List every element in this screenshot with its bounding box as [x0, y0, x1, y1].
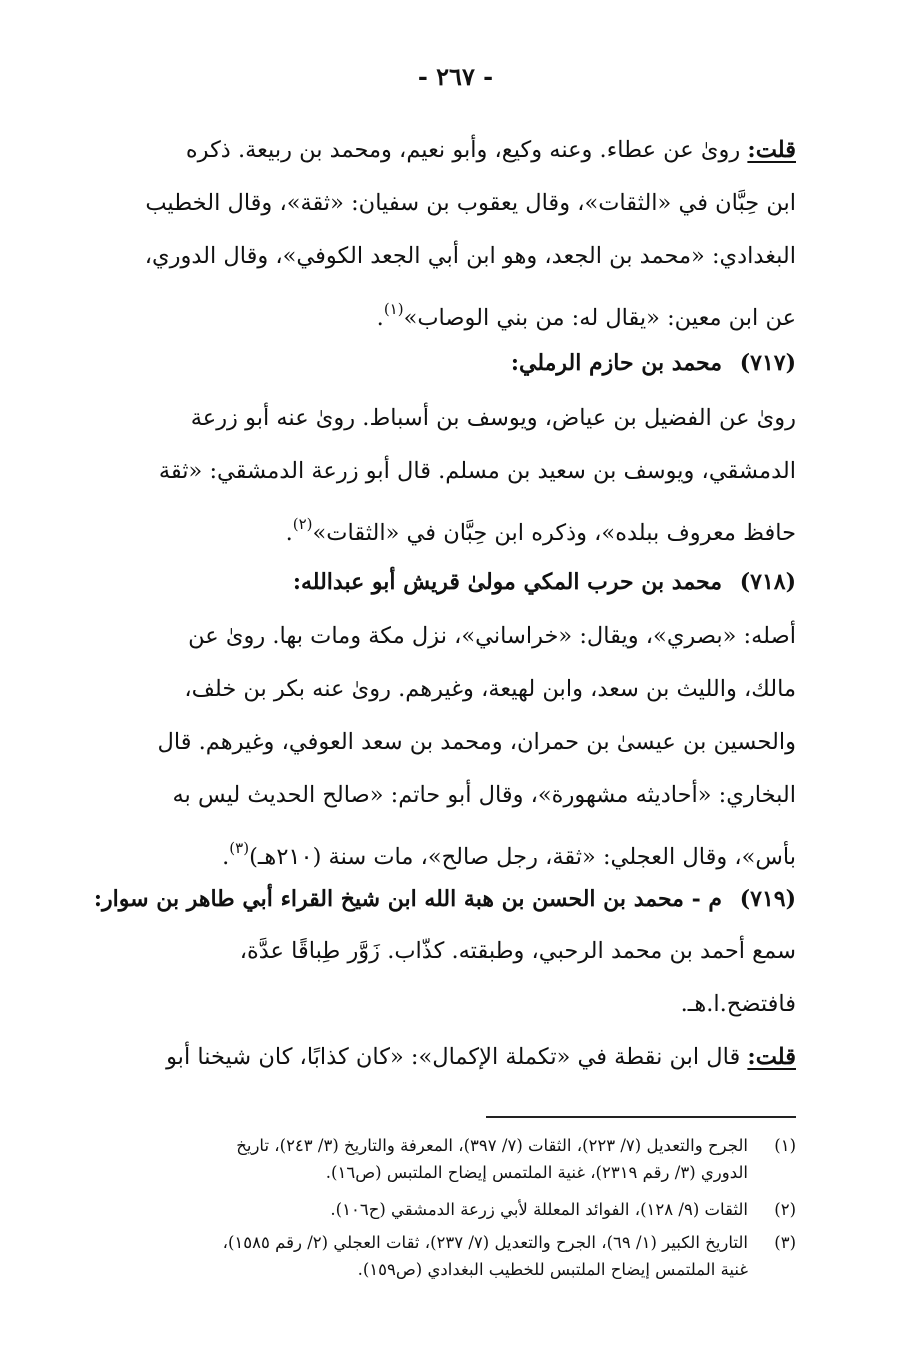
footnote-line: [96, 1196, 796, 1223]
text-line: الدمشقي، ويوسف بن سعيد بن مسلم. قال أبو زرعة الدمشقي: «ثقة: [158, 458, 796, 484]
line-text: حافظ معروف ببلده»، وذكره ابن حِبَّان في «الثقات»: [312, 520, 796, 546]
entry-body-717: [96, 392, 796, 560]
entry-title: م - محمد بن الحسن بن هبة الله ابن شيخ القراء أبي طاهر بن سوار:: [93, 886, 723, 912]
text-line: أصله: «بصري»، ويقال: «خراساني»، نزل مكة ومات بها. روىٰ عن: [188, 623, 796, 649]
line-text: عن ابن معين: «يقال له: من بني الوصاب»: [403, 305, 796, 331]
footnote-ref: (٢): [292, 515, 313, 533]
footnote-2: [96, 1196, 796, 1223]
footnote-line: [96, 1132, 796, 1159]
text-line: فافتضح.ا.هـ.: [680, 991, 796, 1017]
footnote-ref: (١): [383, 300, 404, 318]
text-line: البخاري: «أحاديثه مشهورة»، وقال أبو حاتم: «صالح الحديث ليس به: [172, 782, 796, 808]
footnote-line: [96, 1229, 796, 1256]
entry-title: محمد بن حرب المكي مولىٰ قريش أبو عبدالله:: [292, 569, 723, 595]
footnote-number: (٣): [774, 1233, 796, 1252]
entry-heading-718: [96, 567, 796, 597]
entry-number: (٧١٩): [739, 886, 796, 912]
text-line: حافظ معروف ببلده»، وذكره ابن حِبَّان في «الثقات»$^{(٢)}$.: [285, 515, 796, 546]
qult-marker: قلت:: [747, 1044, 796, 1070]
entry-heading-717: [96, 348, 796, 378]
line-text: روىٰ عن عطاء. وعنه وكيع، وأبو نعيم، ومحمد بن ربيعة. ذكره: [185, 137, 741, 163]
line-text: قال ابن نقطة في «تكملة الإكمال»: «كان كذابًا، كان شيخنا أبو: [166, 1044, 741, 1070]
text-line: مالك، والليث بن سعد، وابن لهيعة، وغيرهم. روىٰ عنه بكر بن خلف،: [184, 676, 796, 702]
text-line: البغدادي: «محمد بن الجعد، وهو ابن أبي الجعد الكوفي»، وقال الدوري،: [144, 243, 796, 269]
qult-marker: قلت:: [747, 137, 796, 163]
footnote-line: غنية الملتمس إيضاح الملتبس للخطيب البغدادي (ص١٥٩).: [357, 1260, 748, 1279]
footnote-text: الثقات (٩/ ١٢٨)، الفوائد المعللة لأبي زرعة الدمشقي (ح١٠٦).: [330, 1200, 748, 1219]
entry-body-718: [96, 610, 796, 884]
text-line: عن ابن معين: «يقال له: من بني الوصاب»$^{(١)}$.: [376, 300, 796, 331]
entry-body-719: [96, 925, 796, 1084]
entry-number: (٧١٧): [739, 350, 796, 376]
footnote-separator: [486, 1116, 796, 1118]
footnote-number: (٢): [774, 1200, 796, 1219]
text-line: سمع أحمد بن محمد الرحبي، وطبقته. كذّاب. زَوَّر طِباقًا عدَّة،: [239, 938, 796, 964]
entry-title: محمد بن حازم الرملي:: [510, 350, 723, 376]
footnote-3: [96, 1229, 796, 1283]
line-text: بأس»، وقال العجلي: «ثقة، رجل صالح»، مات سنة (٢١٠هـ): [249, 844, 796, 870]
text-line: بأس»، وقال العجلي: «ثقة، رجل صالح»، مات سنة (٢١٠هـ)$^{(٣)}$.: [222, 839, 796, 870]
footnote-ref: (٣): [229, 839, 250, 857]
footnote-text: الجرح والتعديل (٧/ ٢٢٣)، الثقات (٧/ ٣٩٧)، المعرفة والتاريخ (٣/ ٢٤٣)، تاريخ: [236, 1136, 748, 1155]
text-line: والحسين بن عيسىٰ بن حمران، ومحمد بن سعد العوفي، وغيرهم. قال: [157, 729, 796, 755]
entry-heading-719: [93, 884, 796, 914]
page-number: - ٢٦٧ -: [417, 62, 494, 91]
footnote-1: [96, 1132, 796, 1186]
text-line: [96, 1031, 796, 1084]
entry-number: (٧١٨): [739, 569, 796, 595]
footnote-line: الدوري (٣/ رقم ٢٣١٩)، غنية الملتمس إيضاح الملتبس (ص١٦).: [325, 1163, 748, 1182]
text-line: ابن حِبَّان في «الثقات»، وقال يعقوب بن سفيان: «ثقة»، وقال الخطيب: [145, 190, 796, 216]
paragraph-continuation: [96, 124, 796, 345]
footnote-number: (١): [774, 1136, 796, 1155]
text-line: [96, 124, 796, 177]
text-line: روىٰ عن الفضيل بن عياض، ويوسف بن أسباط. روىٰ عنه أبو زرعة: [190, 405, 796, 431]
footnote-text: التاريخ الكبير (١/ ٦٩)، الجرح والتعديل (٧/ ٢٣٧)، ثقات العجلي (٢/ رقم ١٥٨٥)،: [222, 1233, 748, 1252]
